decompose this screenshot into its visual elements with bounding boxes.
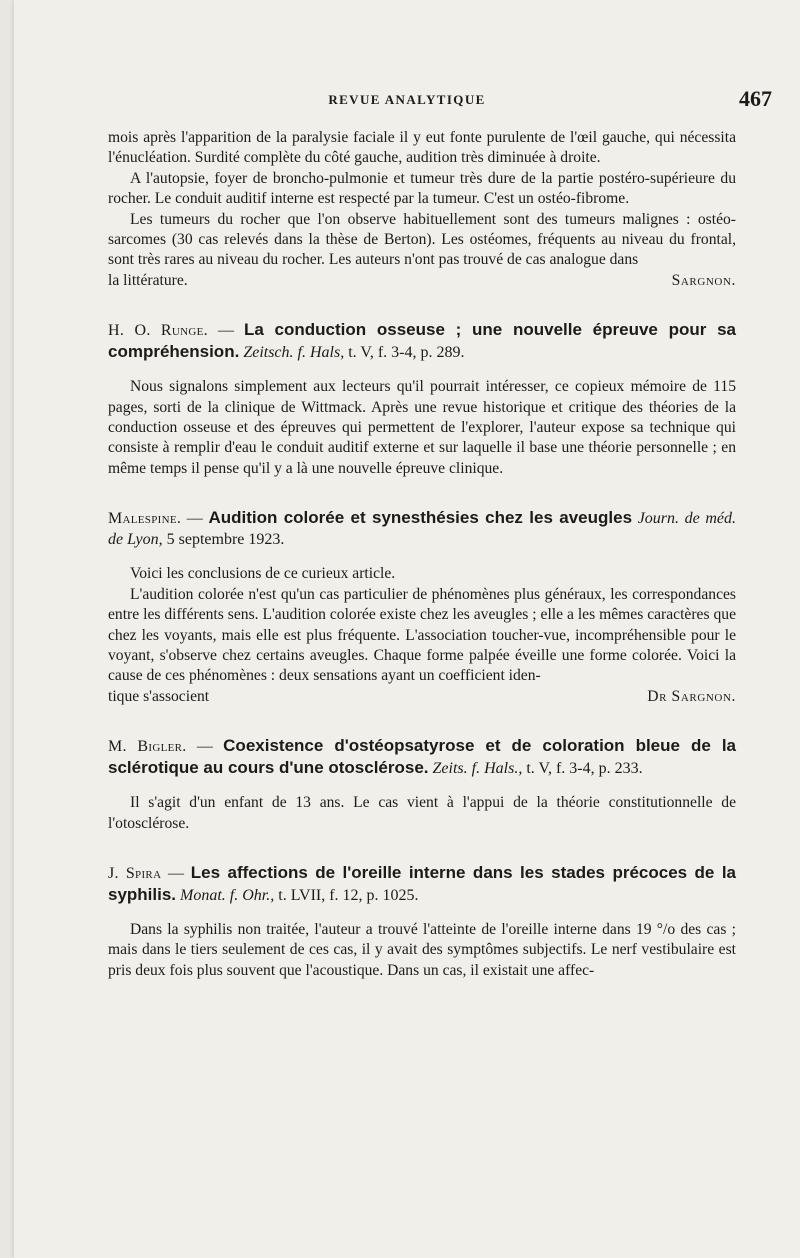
running-title: REVUE ANALYTIQUE — [328, 92, 486, 107]
article-author: H. O. Runge. — [108, 322, 208, 340]
signature-line — [108, 687, 736, 707]
paragraph-end: tique s'associent — [108, 687, 210, 705]
article-body: L'audition colorée n'est qu'un cas particulier de phénomènes plus généraux, les correspondances entre les différents sens. L'audition colorée existe chez les aveugles ; elle a les mêmes caractères que chez les voyants, mais elle est plus fréquente. L'association toucher-vue, incompréhensible pour le voyant, s'observe chez certains aveugles. Chaque forme palpée éveille une forme colorée. Voici la cause de ces phénomènes : deux sensations ayant un coefficient iden- — [108, 585, 736, 685]
article-title: Les affections de l'oreille interne dans les stades précoces de la syphilis. — [108, 862, 737, 904]
article-source: Monat. f. Ohr., — [180, 886, 275, 904]
article-heading: J. Spira — Les affections de l'oreille interne dans les stades précoces de la syphilis. Monat. f. Ohr., t. LVII, f. 12, p. 1025. — [108, 862, 737, 904]
paragraph: Les tumeurs du rocher que l'on observe habituellement sont des tumeurs malignes : ostéo-sarcomes (30 cas relevés dans la thèse de Berton). Les ostéomes, fréquents au niveau du frontal, sont très rares au niveau du rocher. Les auteurs n'ont pas trouvé de cas analogue dans — [108, 210, 736, 269]
article-author: J. Spira — [108, 864, 162, 882]
signature-line — [108, 271, 736, 291]
article-body: Nous signalons simplement aux lecteurs qu'il pourrait intéresser, ce copieux mémoire de 115 pages, sorti de la clinique de Wittmack. Après une revue historique et critique des théories de la conduction osseuse et des épreuves qui permettent de l'explorer, l'auteur expose sa technique qui consiste à remplir d'eau le conduit auditif externe et sur laquelle il base une théorie personnelle ; en même temps il pense qu'il y a là une nouvelle épreuve clinique. — [108, 378, 736, 477]
paragraph: A l'autopsie, foyer de broncho-pulmonie et tumeur très dure de la partie postéro-supérieure du rocher. Le conduit auditif interne est respecté par la tumeur. C'est un ostéo-fibrome. — [108, 169, 736, 208]
paragraph-end: la littérature. — [108, 271, 188, 289]
page-content — [108, 128, 736, 981]
page — [14, 0, 800, 1258]
article-source: Journ. de méd. de Lyon, — [108, 510, 737, 549]
article-source-ref: t. LVII, f. 12, p. 1025. — [274, 886, 419, 904]
article-source-ref: t. V, f. 3-4, p. 233. — [522, 760, 643, 778]
article-title: Audition colorée et synesthésies chez les aveugles — [208, 508, 633, 528]
signature: Sargnon. — [671, 271, 736, 289]
article-heading: H. O. Runge. — La conduction osseuse ; une nouvelle épreuve pour sa compréhension. Zeitsch. f. Hals, t. V, f. 3-4, p. 289. — [108, 320, 737, 362]
article-author: Malespine. — [108, 510, 182, 528]
running-header — [14, 86, 800, 110]
article-source-ref: t. V, f. 3-4, p. 289. — [344, 344, 465, 362]
page-number: 467 — [739, 86, 772, 111]
article-body: Voici les conclusions de ce curieux article. — [130, 565, 396, 583]
article-title: La conduction osseuse ; une nouvelle épreuve pour sa compréhension. — [108, 320, 737, 362]
article-author: M. Bigler. — [108, 738, 187, 756]
article-heading: M. Bigler. — Coexistence d'ostéopsatyrose et de coloration bleue de la sclérotique au cours d'une otosclérose. Zeits. f. Hals., t. V, f. 3-4, p. 233. — [108, 736, 737, 778]
article-source-ref: 5 septembre 1923. — [162, 531, 285, 549]
signature: Dr Sargnon. — [647, 687, 736, 705]
article-source: Zeits. f. Hals., — [432, 760, 523, 778]
article-heading: Malespine. — Audition colorée et synesthésies chez les aveugles Journ. de méd. de Lyon, 5 septembre 1923. — [108, 508, 737, 549]
article-source: Zeitsch. f. Hals, — [243, 344, 345, 362]
article-body: Il s'agit d'un enfant de 13 ans. Le cas vient à l'appui de la théorie constitutionnelle de l'otosclérose. — [108, 794, 736, 832]
article-title: Coexistence d'ostéopsatyrose et de coloration bleue de la sclérotique au cours d'une otosclérose. — [108, 736, 737, 778]
paragraph: mois après l'apparition de la paralysie faciale il y eut fonte purulente de l'œil gauche, qui nécessita l'énucléation. Surdité complète du côté gauche, audition très diminuée à droite. — [108, 129, 736, 167]
article-body: Dans la syphilis non traitée, l'auteur a trouvé l'atteinte de l'oreille interne dans 19 °/o des cas ; mais dans le tiers seulement de ces cas, il y avait des symptômes subjectifs. Le nerf vestibulaire est pris deux fois plus souvent que l'acoustique. Dans un cas, il existait une affec- — [108, 920, 736, 979]
